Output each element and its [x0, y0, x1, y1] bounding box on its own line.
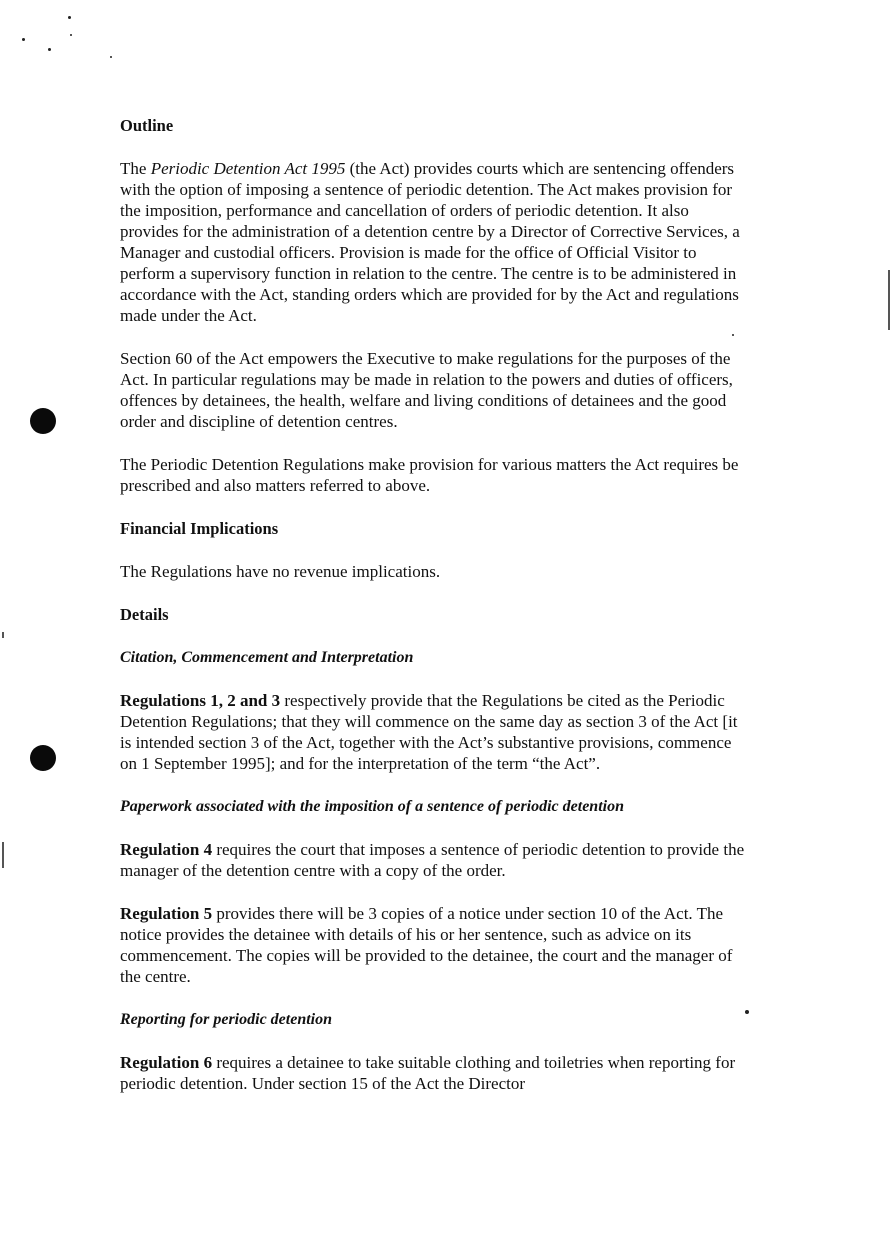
document-page	[120, 115, 750, 1094]
scan-speck	[68, 16, 71, 19]
regulations-1-3-label: Regulations 1, 2 and 3	[120, 691, 281, 710]
regulation-4-label: Regulation 4	[120, 840, 213, 859]
scan-edge-mark	[2, 632, 4, 638]
reporting-subheading: Reporting for periodic detention	[120, 1011, 332, 1028]
scan-speck	[22, 38, 25, 41]
punch-hole-top	[30, 408, 56, 434]
punch-hole-bottom	[30, 745, 56, 771]
regulations-1-3-paragraph	[120, 690, 750, 774]
regulation-5-label: Regulation 5	[120, 904, 213, 923]
regulation-5-paragraph	[120, 903, 750, 987]
outline-paragraph-2: Section 60 of the Act empowers the Executive to make regulations for the purposes of the Act. In particular regulations may be made in relation to the powers and duties of officers, offences by detainees, the health, welfare and living conditions of detainees and the good order and discipline of detention centres.	[120, 349, 733, 431]
scan-edge-mark	[888, 270, 890, 330]
paperwork-subheading: Paperwork associated with the imposition of a sentence of periodic detention	[120, 798, 624, 815]
scan-speck	[48, 48, 51, 51]
outline-paragraph-3: The Periodic Detention Regulations make provision for various matters the Act requires be prescribed and also matters referred to above.	[120, 455, 739, 495]
outline-paragraph-1	[120, 158, 750, 326]
outline-p1-prefix: The	[120, 159, 151, 178]
scan-speck	[110, 56, 112, 58]
citation-subheading: Citation, Commencement and Interpretation	[120, 649, 414, 666]
act-title: Periodic Detention Act 1995	[150, 159, 346, 178]
outline-heading: Outline	[120, 116, 174, 135]
regulation-5-text: provides there will be 3 copies of a notice under section 10 of the Act. The notice provides the detainee with details of his or her sentence, such as advice on its commencement. The copies will be provided to the detainee, the court and the manager of the centre.	[120, 904, 733, 986]
regulation-6-text: requires a detainee to take suitable clothing and toiletries when reporting for periodic detention. Under section 15 of the Act the Director	[120, 1053, 736, 1093]
financial-heading: Financial Implications	[120, 519, 279, 538]
details-heading: Details	[120, 605, 169, 624]
regulation-6-label: Regulation 6	[120, 1053, 213, 1072]
regulations-1-3-text: respectively provide that the Regulations be cited as the Periodic Detention Regulations; that they will commence on the same day as section 3 of the Act [it is intended section 3 of the Act, together with the Act’s substantive provisions, commence on 1 September 1995]; and for the interpretation of the term “the Act”.	[120, 691, 738, 773]
regulation-4-paragraph	[120, 839, 750, 881]
regulation-6-paragraph	[120, 1052, 750, 1094]
scan-speck	[70, 34, 72, 36]
financial-paragraph: The Regulations have no revenue implications.	[120, 562, 441, 581]
regulation-4-text: requires the court that imposes a sentence of periodic detention to provide the manager of the detention centre with a copy of the order.	[120, 840, 745, 880]
outline-p1-rest: (the Act) provides courts which are sentencing offenders with the option of imposing a sentence of periodic detention. The Act makes provision for the imposition, performance and cancellation of orders of periodic detention. It also provides for the administration of a detention centre by a Director of Corrective Services, a Manager and custodial officers. Provision is made for the office of Official Visitor to perform a supervisory function in relation to the centre. The centre is to be administered in accordance with the Act, standing orders which are provided for by the Act and regulations made under the Act.	[120, 159, 740, 325]
scan-edge-mark	[2, 842, 4, 868]
